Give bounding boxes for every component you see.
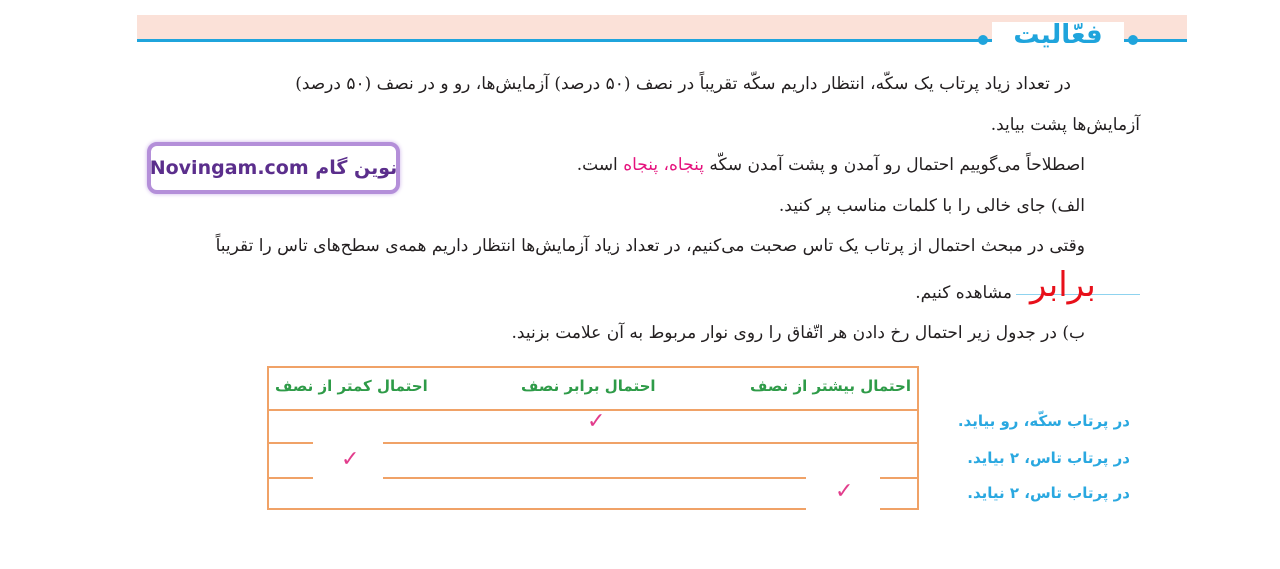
row-label-coin-heads: در پرتاب سکّه، رو بیاید. [957,412,1130,430]
table-row [269,479,917,512]
part-a-instruction: الف) جای خالی را با کلمات مناسب پر کنید. [778,196,1085,216]
part-b-instruction: ب) در جدول زیر احتمال رخ دادن هر اتّفاق را روی نوار مربوط به آن علامت بزنید. [511,323,1085,343]
checkmark-icon: ✓ [341,447,360,472]
table-row [269,444,917,479]
paragraph-line-6: مشاهده کنیم. [915,283,1012,303]
handwritten-answer: برابر [1030,265,1096,305]
rule-dot-right [1128,35,1138,45]
checkmark-icon: ✓ [835,479,854,504]
paragraph-line-1: در تعداد زیاد پرتاب یک سکّه، انتظار داریم سکّه تقریباً در نصف (۵۰ درصد) آزمایش‌ها، رو و در نصف (۵۰ درصد) [295,74,1071,94]
header-more-than-half: احتمال بیشتر از نصف [750,377,911,395]
line3-answer: پنجاه، پنجاه [623,155,704,175]
row-label-die-not-two: در پرتاب تاس، ۲ نیاید. [967,484,1130,502]
table-header-row [269,368,917,411]
rule-dot-left [978,35,988,45]
activity-title: فعّالیت [1013,20,1103,50]
paragraph-line-5: وقتی در مبحث احتمال از پرتاب یک تاس صحبت می‌کنیم، در تعداد زیاد آزمایش‌ها انتظار داریم همه‌ی سطح‌های تاس را تقریباً [215,236,1085,256]
paragraph-line-2: آزمایش‌ها پشت بیاید. [990,115,1140,135]
logo-text: Novingam.com نوین گام [149,157,398,179]
probability-table [267,366,919,510]
paragraph-line-3 [577,155,1085,175]
novingam-logo [147,142,400,194]
header-less-than-half: احتمال کمتر از نصف [275,377,428,395]
row-label-die-two: در پرتاب تاس، ۲ بیاید. [967,449,1130,467]
header-equal-half: احتمال برابر نصف [521,377,656,395]
table-row [269,409,917,444]
line3-prefix: اصطلاحاً می‌گوییم احتمال رو آمدن و پشت آمدن سکّه [709,155,1085,175]
line3-suffix: است. [576,155,618,175]
checkmark-icon: ✓ [587,409,606,434]
